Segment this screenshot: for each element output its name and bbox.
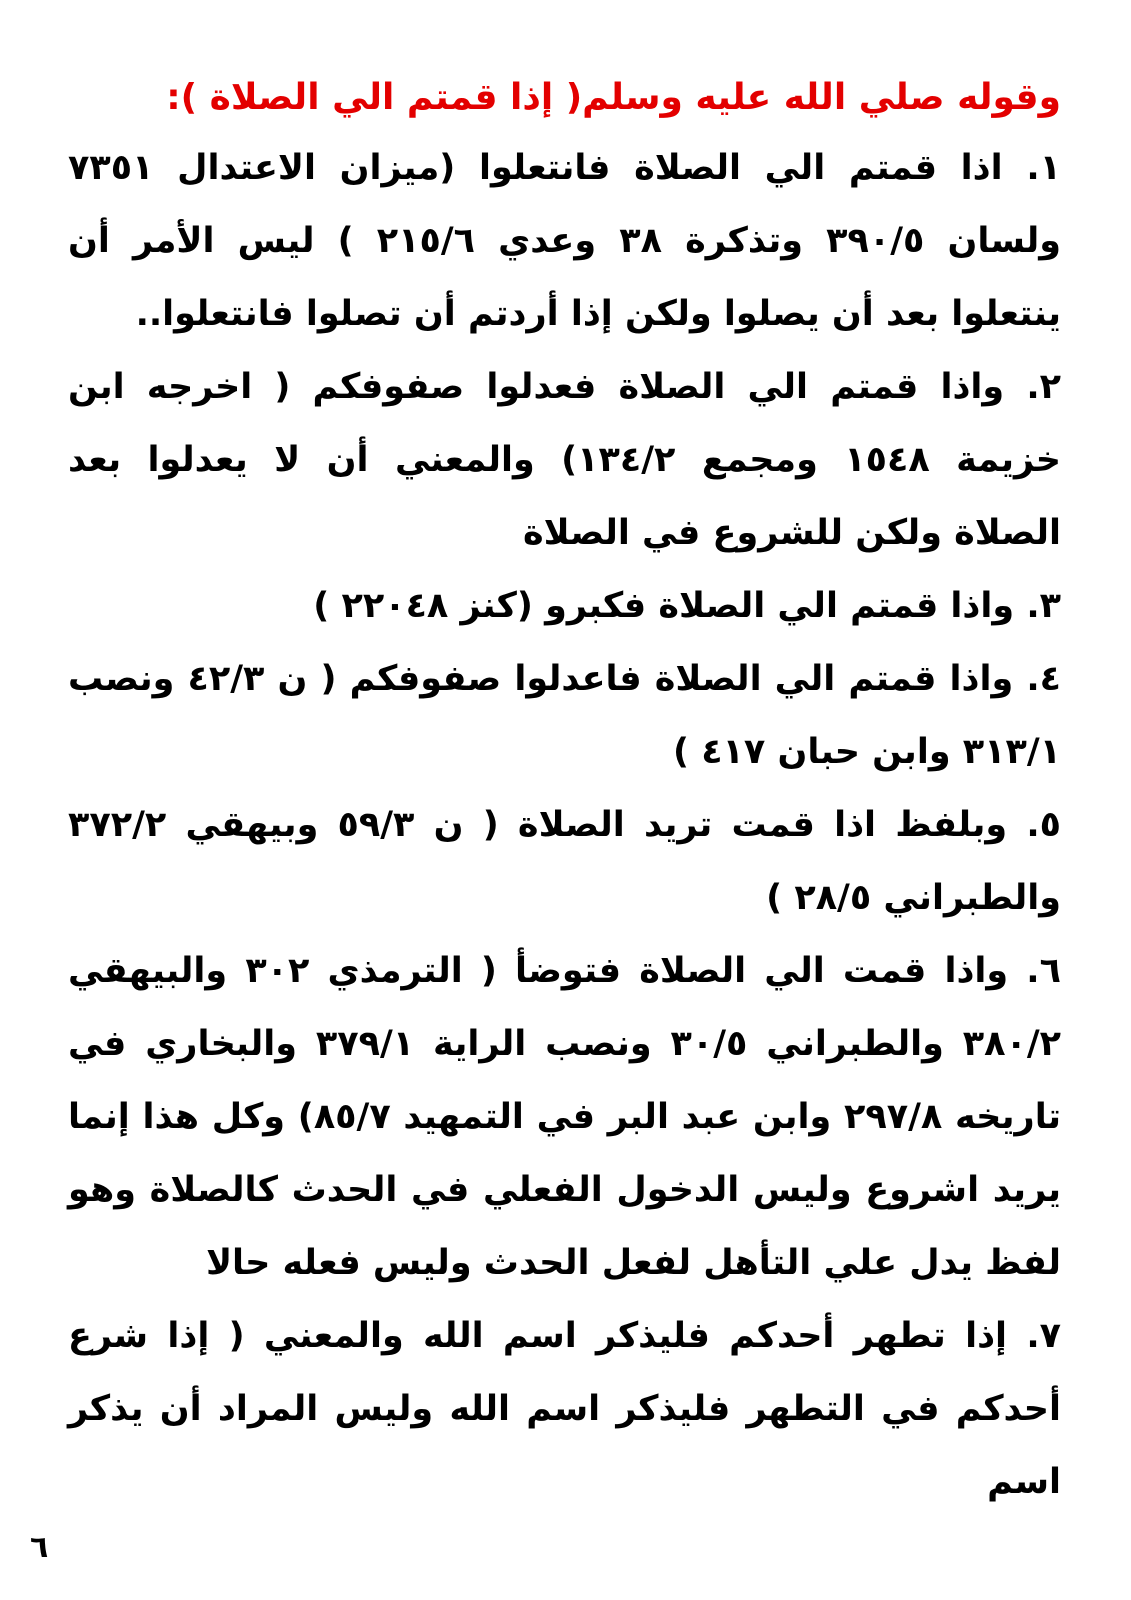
paragraph-5: ٥. وبلفظ اذا قمت تريد الصلاة ( ن ٥٩/٣ وبيهقي ٣٧٢/٢ والطبراني ٢٨/٥ ) bbox=[68, 805, 1061, 918]
page-number: ٦ bbox=[30, 1530, 49, 1565]
section-heading: وقوله صلي الله عليه وسلم( إذا قمتم الي الصلاة ): bbox=[166, 77, 1061, 118]
paragraph-4: ٤. واذا قمتم الي الصلاة فاعدلوا صفوفكم ( ن ٤٢/٣ ونصب ٣١٣/١ وابن حبان ٤١٧ ) bbox=[68, 659, 1062, 772]
paragraph-6: ٦. واذا قمت الي الصلاة فتوضأ ( الترمذي ٣٠٢ والبيهقي ٣٨٠/٢ والطبراني ٣٠/٥ ونصب الراية ٣٧٩/١ والبخاري في تاريخه ٢٩٧/٨ وابن عبد البر في التمهيد ٨٥/٧) وكل هذا إنما يريد اشروع وليس الدخول الفعلي في الحدث كالصلاة وهو لفظ يدل علي التأهل لفعل الحدث وليس فعله حالا bbox=[68, 951, 1061, 1283]
page-content bbox=[68, 72, 1061, 1519]
paragraph-3: ٣. واذا قمتم الي الصلاة فكبرو (كنز ٢٢٠٤٨ ) bbox=[313, 586, 1061, 626]
paragraph-1: ١. اذا قمتم الي الصلاة فانتعلوا (ميزان الاعتدال ٧٣٥١ ولسان ٣٩٠/٥ وتذكرة ٣٨ وعدي ٢١٥/٦ ) ليس الأمر أن ينتعلوا بعد أن يصلوا ولكن إذا أردتم أن تصلوا فانتعلوا.. bbox=[68, 148, 1061, 334]
paragraph-2: ٢. واذا قمتم الي الصلاة فعدلوا صفوفكم ( اخرجه ابن خزيمة ١٥٤٨ ومجمع ١٣٤/٢) والمعني أن لا يعدلوا بعد الصلاة ولكن للشروع في الصلاة bbox=[68, 367, 1061, 553]
paragraph-7: ٧. إذا تطهر أحدكم فليذكر اسم الله والمعني ( إذا شرع أحدكم في التطهر فليذكر اسم الله وليس المراد أن يذكر اسم bbox=[68, 1316, 1061, 1502]
